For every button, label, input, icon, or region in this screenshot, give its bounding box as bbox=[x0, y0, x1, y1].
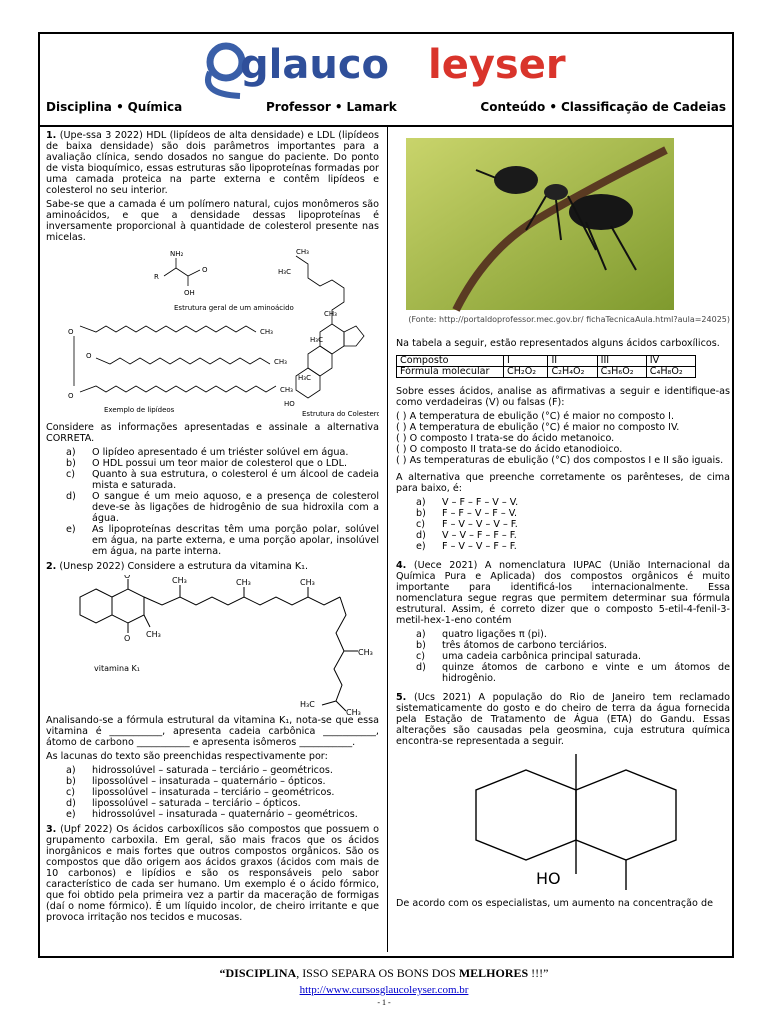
svg-text:H₃C: H₃C bbox=[278, 268, 291, 276]
q1-option-b[interactable]: b) O HDL possui um teor maior de colesterol que o LDL. bbox=[66, 458, 348, 469]
geosmin-figure bbox=[396, 750, 730, 898]
svg-text:O: O bbox=[68, 328, 74, 336]
q4-option-a[interactable]: a) quatro ligações π (pi). bbox=[416, 629, 547, 640]
logo-graphic bbox=[40, 38, 732, 100]
q3-options bbox=[396, 497, 730, 552]
q2-options bbox=[46, 765, 379, 820]
vitamin-k1-diagram bbox=[46, 575, 379, 715]
q3-stem1: Sobre esses ácidos, analise as afirmativas a seguir e identifique-as como verdadeiras (V) ou falsas (F): bbox=[396, 386, 730, 408]
svg-text:CH₃: CH₃ bbox=[260, 328, 273, 336]
q2-text: 2. (Unesp 2022) Considere a estrutura da vitamina K₁. bbox=[46, 561, 309, 572]
q3-option-b[interactable]: b) F – F – V – F – V. bbox=[416, 508, 518, 519]
q2-option-e[interactable]: e) hidrossolúvel – insaturada – quaternário – geométricos. bbox=[66, 809, 358, 820]
q3-option-a[interactable]: a) V – F – F – V – V. bbox=[416, 497, 519, 508]
column-divider bbox=[387, 127, 388, 952]
lipid-structures-diagram bbox=[46, 246, 379, 422]
q1-options bbox=[46, 447, 379, 557]
svg-text:CH₃: CH₃ bbox=[300, 578, 315, 587]
aa-label: Estrutura geral de um aminoácido bbox=[174, 304, 294, 312]
ant-image bbox=[396, 130, 730, 312]
svg-text:CH₃: CH₃ bbox=[324, 310, 337, 318]
q3-option-e[interactable]: e) F – V – V – F – F. bbox=[416, 541, 517, 552]
statement-3[interactable]: ( ) O composto I trata-se do ácido metanoico. bbox=[396, 433, 615, 444]
statement-5[interactable]: ( ) As temperaturas de ebulição (°C) dos compostos I e II são iguais. bbox=[396, 455, 724, 466]
q1-option-e[interactable]: e) As lipoproteínas descritas têm uma porção polar, solúvel em água, na parte externa, e uma porção apolar, insolúvel em água, na parte interna. bbox=[66, 524, 379, 557]
svg-text:CH₃: CH₃ bbox=[236, 578, 251, 587]
q1-text: 1. (Upe-ssa 3 2022) HDL (lipídeos de alta densidade) e LDL (lipídeos de baixa densidade) são dois parâmetros importantes para a avaliação clínica, sendo dosados no sangue do paciente. Do ponto de vista bioquímico, essas estruturas são lipoproteínas formadas por uma camada proteica na parte externa e contêm lipídeos e colesterol no seu interior. bbox=[46, 130, 379, 196]
svg-text:H₃C: H₃C bbox=[298, 374, 311, 382]
lipid-label: Exemplo de lipídeos bbox=[104, 406, 175, 414]
statement-2[interactable]: ( ) A temperatura de ebulição (°C) é maior no composto IV. bbox=[396, 422, 680, 433]
svg-text:CH₃: CH₃ bbox=[280, 386, 293, 394]
vitamin-k1-label: vitamina K₁ bbox=[94, 664, 140, 673]
q2-option-b[interactable]: b) lipossolúvel – insaturada – quaternário – ópticos. bbox=[66, 776, 326, 787]
q2-stem1: Analisando-se a fórmula estrutural da vitamina K₁, nota-se que essa vitamina é ___________, apresenta cadeia carbônica ___________, átomo de carbono ___________ e apresenta isômeros ___________. bbox=[46, 715, 379, 748]
page-number: - 1 - bbox=[377, 998, 391, 1007]
header-divider bbox=[40, 125, 732, 127]
q4-option-c[interactable]: c) uma cadeia carbônica principal saturada. bbox=[416, 651, 642, 662]
svg-text:O: O bbox=[68, 392, 74, 400]
q4-text: 4. (Uece 2021) A nomenclatura IUPAC (União Internacional da Química Pura e Aplicada) dos compostos orgânicos é muito importante para identificá-los internacionalmente. Essa nomenclatura segue regras que permitem determinar sua fórmula estrutural. Assim, é correto dizer que o composto 5-etil-4-fenil-3-metil-hex-1-eno contém bbox=[396, 560, 730, 626]
svg-text:CH₃: CH₃ bbox=[346, 708, 361, 715]
svg-text:CH₃: CH₃ bbox=[274, 358, 287, 366]
discipline-field: Disciplina • Química bbox=[46, 100, 183, 114]
svg-text:R: R bbox=[154, 273, 159, 281]
statement-4[interactable]: ( ) O composto II trata-se do ácido etanodioico. bbox=[396, 444, 623, 455]
q3-option-c[interactable]: c) F – V – V – V – F. bbox=[416, 519, 518, 530]
q1-figure bbox=[46, 246, 379, 422]
q2-stem2: As lacunas do texto são preenchidas respectivamente por: bbox=[46, 751, 328, 762]
svg-text:H₃C: H₃C bbox=[300, 700, 315, 709]
header-bar bbox=[46, 100, 726, 120]
q1-option-c[interactable]: c) Quanto à sua estrutura, o colesterol é um álcool de cadeia mista e saturada. bbox=[66, 469, 379, 491]
table-row: Fórmula molecular CH₂O₂ C₂H₄O₂ C₃H₆O₂ C₄H₈O₂ bbox=[397, 367, 696, 378]
svg-text:O: O bbox=[202, 266, 208, 274]
svg-text:O: O bbox=[124, 575, 131, 580]
q1-stem: Considere as informações apresentadas e assinale a alternativa CORRETA. bbox=[46, 422, 379, 444]
q2-option-d[interactable]: d) lipossolúvel – saturada – terciário – ópticos. bbox=[66, 798, 301, 809]
svg-text:HO: HO bbox=[284, 400, 295, 408]
cholesterol-label: Estrutura do Colesterol bbox=[302, 410, 379, 418]
svg-text:CH₃: CH₃ bbox=[146, 630, 161, 639]
q2-figure bbox=[46, 575, 379, 715]
q3-stem2: A alternativa que preenche corretamente os parênteses, de cima para baixo, é: bbox=[396, 472, 730, 494]
left-column bbox=[46, 130, 379, 926]
ho-label: HO bbox=[536, 869, 561, 888]
svg-text:H₃C: H₃C bbox=[310, 336, 323, 344]
content-field: Conteúdo • Classificação de Cadeias bbox=[480, 100, 726, 114]
footer-motto: “DISCIPLINA, ISSO SEPARA OS BONS DOS MELHORES !!!” bbox=[219, 966, 549, 980]
q3-text: 3. (Upf 2022) Os ácidos carboxílicos são compostos que possuem o grupamento carboxila. Em geral, são mais fracos que os ácidos inorgânicos e mais fortes que outros compostos orgânicos. São os compostos que dão origem aos ácidos graxos (ácidos com mais de 10 carbonos) e lipídios e são os responsáveis pelo sabor característico de cada ser humano. Um exemplo é o ácido fórmico, que foi obtido pela primeira vez a partir da maceração de formigas (daí o nome fórmico). É um líquido incolor, de cheiro irritante e que provoca irritação nos tecidos e mucosas. bbox=[46, 824, 379, 923]
logo-glauco: glauco bbox=[240, 42, 390, 88]
q1-option-a[interactable]: a) O lipídeo apresentado é um triéster solúvel em água. bbox=[66, 447, 349, 458]
statement-1[interactable]: ( ) A temperatura de ebulição (°C) é maior no composto I. bbox=[396, 411, 674, 422]
q1-text2: Sabe-se que a camada é um polímero natural, cujos monômeros são aminoácidos, e que a densidade dessas lipoproteínas é inversamente proporcional à quantidade de colesterol presente nas micelas. bbox=[46, 199, 379, 243]
q4-option-d[interactable]: d) quinze átomos de carbono e vinte e um átomos de hidrogênio. bbox=[416, 662, 730, 684]
q5-tail: De acordo com os especialistas, um aumento na concentração de bbox=[396, 898, 713, 909]
logo-leyser: leyser bbox=[428, 42, 566, 88]
photo-caption: (Fonte: http://portaldoprofessor.mec.gov.br/ fichaTecnicaAula.html?aula=24025) bbox=[408, 315, 730, 324]
svg-text:O: O bbox=[86, 352, 92, 360]
q1-option-d[interactable]: d) O sangue é um meio aquoso, e a presença de colesterol deve-se às ligações de hidrogênio de sua hidroxila com a água. bbox=[66, 491, 379, 524]
q3-statements bbox=[396, 411, 730, 466]
svg-text:O: O bbox=[124, 634, 131, 643]
teacher-field: Professor • Lamark bbox=[265, 100, 397, 114]
svg-text:CH₃: CH₃ bbox=[358, 648, 373, 657]
q3-intro: Na tabela a seguir, estão representados alguns ácidos carboxílicos. bbox=[396, 338, 720, 349]
q4-option-b[interactable]: b) três átomos de carbono terciários. bbox=[416, 640, 608, 651]
table-header-row: Composto I II III IV bbox=[397, 356, 696, 367]
svg-text:NH₂: NH₂ bbox=[170, 250, 184, 258]
svg-text:CH₃: CH₃ bbox=[296, 248, 309, 256]
page-frame bbox=[38, 32, 734, 958]
q2-option-a[interactable]: a) hidrossolúvel – saturada – terciário – geométricos. bbox=[66, 765, 333, 776]
svg-text:OH: OH bbox=[184, 289, 195, 297]
acids-table bbox=[396, 355, 696, 378]
q4-options bbox=[396, 629, 730, 684]
footer-link[interactable]: http://www.cursosglaucoleyser.com.br bbox=[299, 984, 469, 996]
ant-photo bbox=[396, 130, 730, 338]
geosmin-diagram bbox=[396, 750, 730, 898]
right-column bbox=[396, 130, 730, 912]
q2-option-c[interactable]: c) lipossolúvel – insaturada – terciário – geométricos. bbox=[66, 787, 335, 798]
q3-option-d[interactable]: d) V – V – F – F – F. bbox=[416, 530, 517, 541]
q5-text: 5. (Ucs 2021) A população do Rio de Janeiro tem reclamado sistematicamente do gosto e do cheiro de terra da água fornecida pela Estação de Tratamento de Água (ETA) do Gandu. Essas alterações são causadas pela geosmina, cuja estrutura química encontra-se representada a seguir. bbox=[396, 692, 730, 747]
svg-text:CH₃: CH₃ bbox=[172, 576, 187, 585]
